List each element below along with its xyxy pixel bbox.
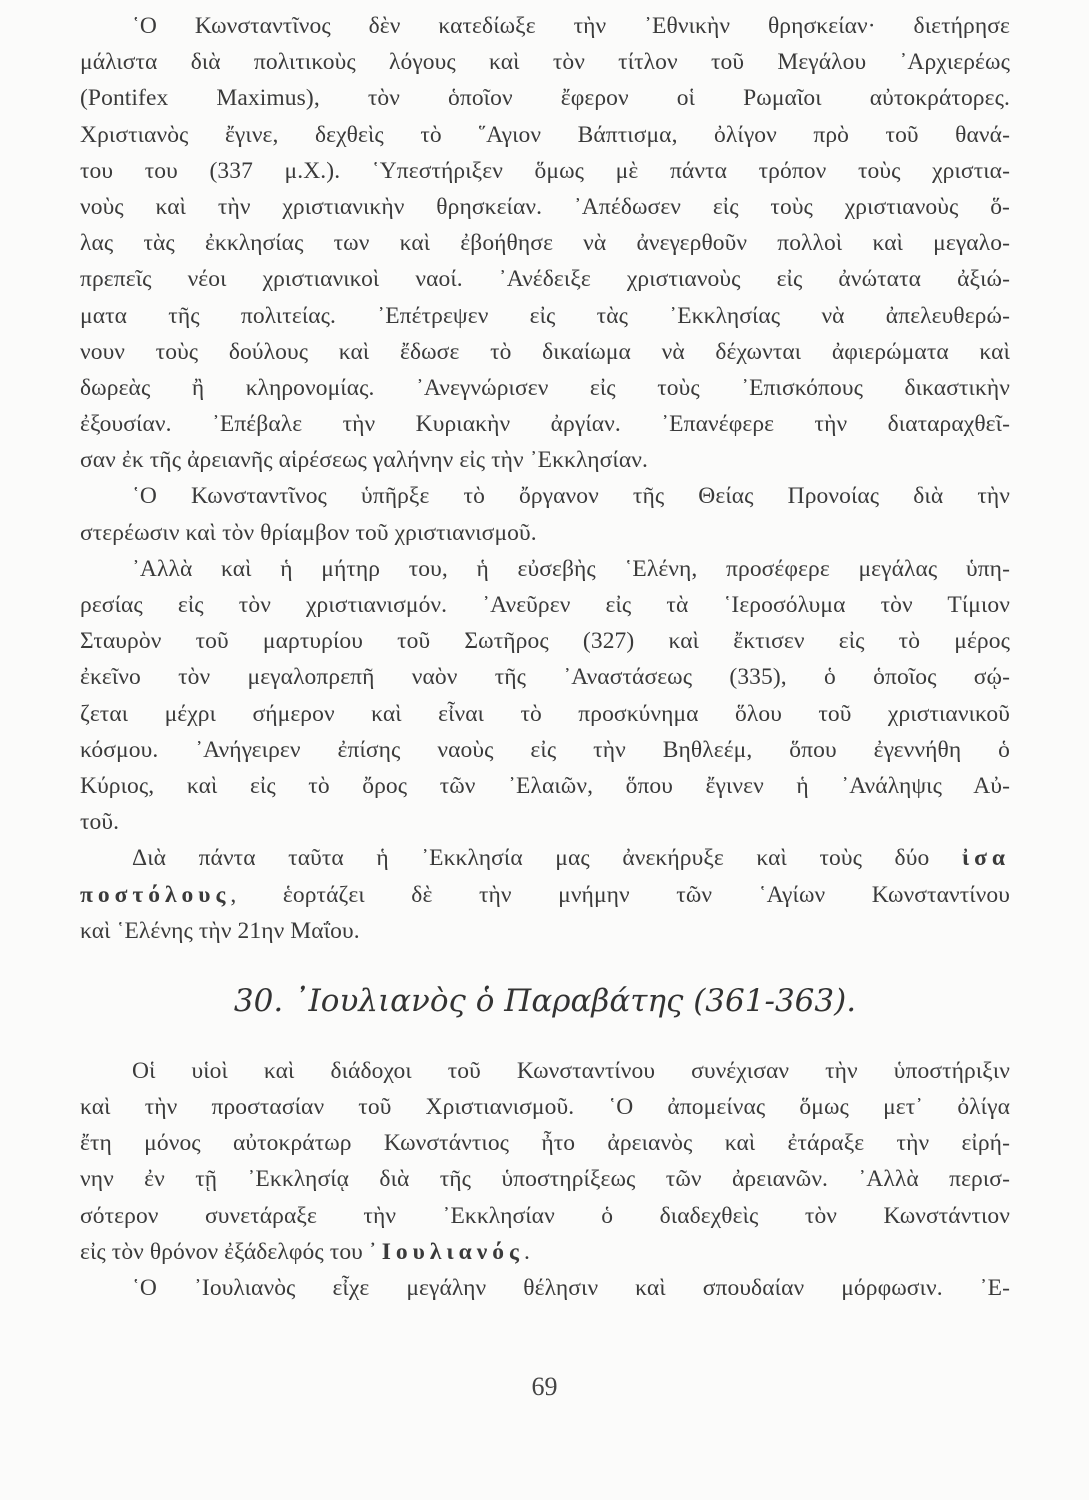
text-segment: μάλιστα διὰ πολιτικοὺς λόγους καὶ τὸν τίτλον τοῦ Μεγάλου ᾿Αρχιερέως	[80, 49, 1010, 76]
text-segment: ἔτη μόνος αὐτοκράτωρ Κωνστάντιος ἦτο ἀρειανὸς καὶ ἐτάραξε τὴν εἰρή-	[80, 1130, 1010, 1157]
text-segment: καὶ ῾Ελένης τὴν 21ην Μαΐου.	[80, 917, 360, 944]
paragraph	[80, 1053, 1010, 1270]
text-segment: του του (337 μ.Χ.). ῾Υπεστήριξεν ὅμως μὲ πάντα τρόπον τοὺς χριστια-	[80, 157, 1010, 184]
paragraph	[80, 840, 1010, 949]
text-segment: , ἑορτάζει δὲ τὴν μνήμην τῶν ῾Αγίων Κωνσταντίνου	[230, 881, 1010, 908]
text-line	[80, 370, 1010, 406]
emphasized-word: ᾿Ιουλιανός	[368, 1238, 524, 1265]
book-page	[80, 8, 1010, 1306]
text-line	[80, 225, 1010, 261]
text-segment: καὶ τὴν προστασίαν τοῦ Χριστιανισμοῦ. ῾Ο ἀπομείνας ὅμως μετ᾿ ὀλίγα	[80, 1094, 1010, 1121]
text-line	[80, 80, 1010, 116]
text-line	[80, 442, 1010, 478]
emphasized-word: ἰσα	[961, 845, 1010, 872]
text-segment: ῾Ο Κωνσταντῖνος ὑπῆρξε τὸ ὄργανον τῆς Θείας Προνοίας διὰ τὴν	[132, 483, 1010, 510]
text-line	[80, 732, 1010, 768]
text-line	[80, 696, 1010, 732]
text-segment: Χριστιανὸς ἔγινε, δεχθεὶς τὸ ῞Αγιον Βάπτισμα, ὀλίγον πρὸ τοῦ θανά-	[80, 121, 1010, 148]
text-segment: Κύριος, καὶ εἰς τὸ ὄρος τῶν ᾿Ελαιῶν, ὅπου ἔγινεν ἡ ᾿Ανάληψις Αὐ-	[80, 772, 1010, 799]
text-line	[80, 406, 1010, 442]
text-segment: σότερον συνετάραξε τὴν ᾿Εκκλησίαν ὁ διαδεχθεὶς τὸν Κωνστάντιον	[80, 1202, 1010, 1229]
text-segment: σαν ἐκ τῆς ἀρειανῆς αἱρέσεως γαλήνην εἰς τὴν ᾿Εκκλησίαν.	[80, 447, 648, 474]
text-segment: (Pontifex Maximus), τὸν ὁποῖον ἔφερον οἱ Ρωμαῖοι αὐτοκράτορες.	[80, 85, 1010, 112]
text-line	[80, 8, 1010, 44]
text-line	[80, 804, 1010, 840]
section-julian	[80, 1053, 1010, 1306]
text-segment: λας τὰς ἐκκλησίας των καὶ ἐβοήθησε νὰ ἀνεγερθοῦν πολλοὶ καὶ μεγαλο-	[80, 230, 1010, 257]
text-line	[80, 1234, 1010, 1270]
text-segment: εἰς τὸν θρόνον ἐξάδελφός του	[80, 1238, 369, 1265]
text-line	[80, 1270, 1010, 1306]
paragraph	[80, 8, 1010, 478]
section-constantine	[80, 8, 1010, 949]
text-segment: ζεται μέχρι σήμερον καὶ εἶναι τὸ προσκύνημα ὅλου τοῦ χριστιανικοῦ	[80, 700, 1010, 727]
text-segment: ἐξουσίαν. ᾿Επέβαλε τὴν Κυριακὴν ἀργίαν. ᾿Επανέφερε τὴν διαταραχθεῖ-	[80, 411, 1010, 438]
text-line	[80, 515, 1010, 551]
text-line	[80, 551, 1010, 587]
text-segment: κόσμου. ᾿Ανήγειρεν ἐπίσης ναοὺς εἰς τὴν Βηθλεέμ, ὅπου ἐγεννήθη ὁ	[80, 736, 1010, 763]
text-segment: Σταυρὸν τοῦ μαρτυρίου τοῦ Σωτῆρος (327) καὶ ἔκτισεν εἰς τὸ μέρος	[80, 628, 1010, 655]
text-line	[80, 1125, 1010, 1161]
text-line	[80, 913, 1010, 949]
text-segment: νοὺς καὶ τὴν χριστιανικὴν θρησκείαν. ᾿Απέδωσεν εἰς τοὺς χριστιανοὺς ὅ-	[80, 193, 1010, 220]
text-line	[80, 298, 1010, 334]
text-line	[80, 768, 1010, 804]
text-segment: ἐκεῖνο τὸν μεγαλοπρεπῆ ναὸν τῆς ᾿Αναστάσεως (335), ὁ ὁποῖος σῴ-	[80, 664, 1010, 691]
text-line	[80, 587, 1010, 623]
paragraph	[80, 1270, 1010, 1306]
text-segment: στερέωσιν καὶ τὸν θρίαμβον τοῦ χριστιανισμοῦ.	[80, 519, 537, 546]
text-line	[80, 1089, 1010, 1125]
text-line	[80, 1198, 1010, 1234]
text-line	[80, 334, 1010, 370]
text-segment: ῾Ο ᾿Ιουλιανὸς εἶχε μεγάλην θέλησιν καὶ σπουδαίαν μόρφωσιν. ᾿Ε-	[132, 1275, 1010, 1301]
text-segment: .	[523, 1238, 530, 1265]
text-segment: ρεσίας εἰς τὸν χριστιανισμόν. ᾿Ανεῦρεν εἰς τὰ ῾Ιεροσόλυμα τὸν Τίμιον	[80, 592, 1010, 618]
chapter-heading: 30. ᾿Ιουλιανὸς ὁ Παραβάτης (361-363).	[233, 982, 857, 1019]
text-line	[80, 1053, 1010, 1089]
text-line	[80, 44, 1010, 80]
text-segment: δωρεὰς ἢ κληρονομίας. ᾿Ανεγνώρισεν εἰς τοὺς ᾿Επισκόπους δικαστικὴν	[80, 374, 1010, 401]
emphasized-word: ποστόλους	[80, 881, 231, 908]
text-line	[80, 877, 1010, 913]
text-line	[80, 840, 1010, 876]
text-segment: Διὰ πάντα ταῦτα ἡ ᾿Εκκλησία μας ἀνεκήρυξε καὶ τοὺς δύο	[132, 845, 962, 872]
page-number: 69	[531, 1372, 558, 1401]
text-segment: Οἱ υἱοὶ καὶ διάδοχοι τοῦ Κωνσταντίνου συνέχισαν τὴν ὑποστήριξιν	[132, 1057, 1010, 1084]
text-segment: τοῦ.	[80, 809, 120, 836]
text-segment: ματα τῆς πολιτείας. ᾿Επέτρεψεν εἰς τὰς ᾿Εκκλησίας νὰ ἀπελευθερώ-	[80, 302, 1010, 329]
text-segment: πρεπεῖς νέοι χριστιανικοὶ ναοί. ᾿Ανέδειξε χριστιανοὺς εἰς ἀνώτατα ἀξιώ-	[80, 266, 1010, 293]
text-segment: ῾Ο Κωνσταντῖνος δὲν κατεδίωξε τὴν ᾿Εθνικὴν θρησκείαν· διετήρησε	[132, 13, 1010, 39]
paragraph	[80, 551, 1010, 841]
text-line	[80, 623, 1010, 659]
text-line	[80, 189, 1010, 225]
text-line	[80, 659, 1010, 695]
text-segment: νουν τοὺς δούλους καὶ ἔδωσε τὸ δικαίωμα νὰ δέχωνται ἀφιερώματα καὶ	[80, 338, 1010, 365]
text-line	[80, 261, 1010, 297]
text-segment: ᾿Αλλὰ καὶ ἡ μήτηρ του, ἡ εὐσεβὴς ῾Ελένη, προσέφερε μεγάλας ὑπη-	[132, 555, 1010, 582]
paragraph	[80, 478, 1010, 550]
text-line	[80, 1161, 1010, 1197]
text-segment: νην ἐν τῇ ᾿Εκκλησίᾳ διὰ τῆς ὑποστηρίξεως τῶν ἀρειανῶν. ᾿Αλλὰ περισ-	[80, 1166, 1010, 1193]
text-line	[80, 478, 1010, 514]
text-line	[80, 117, 1010, 153]
text-line	[80, 153, 1010, 189]
